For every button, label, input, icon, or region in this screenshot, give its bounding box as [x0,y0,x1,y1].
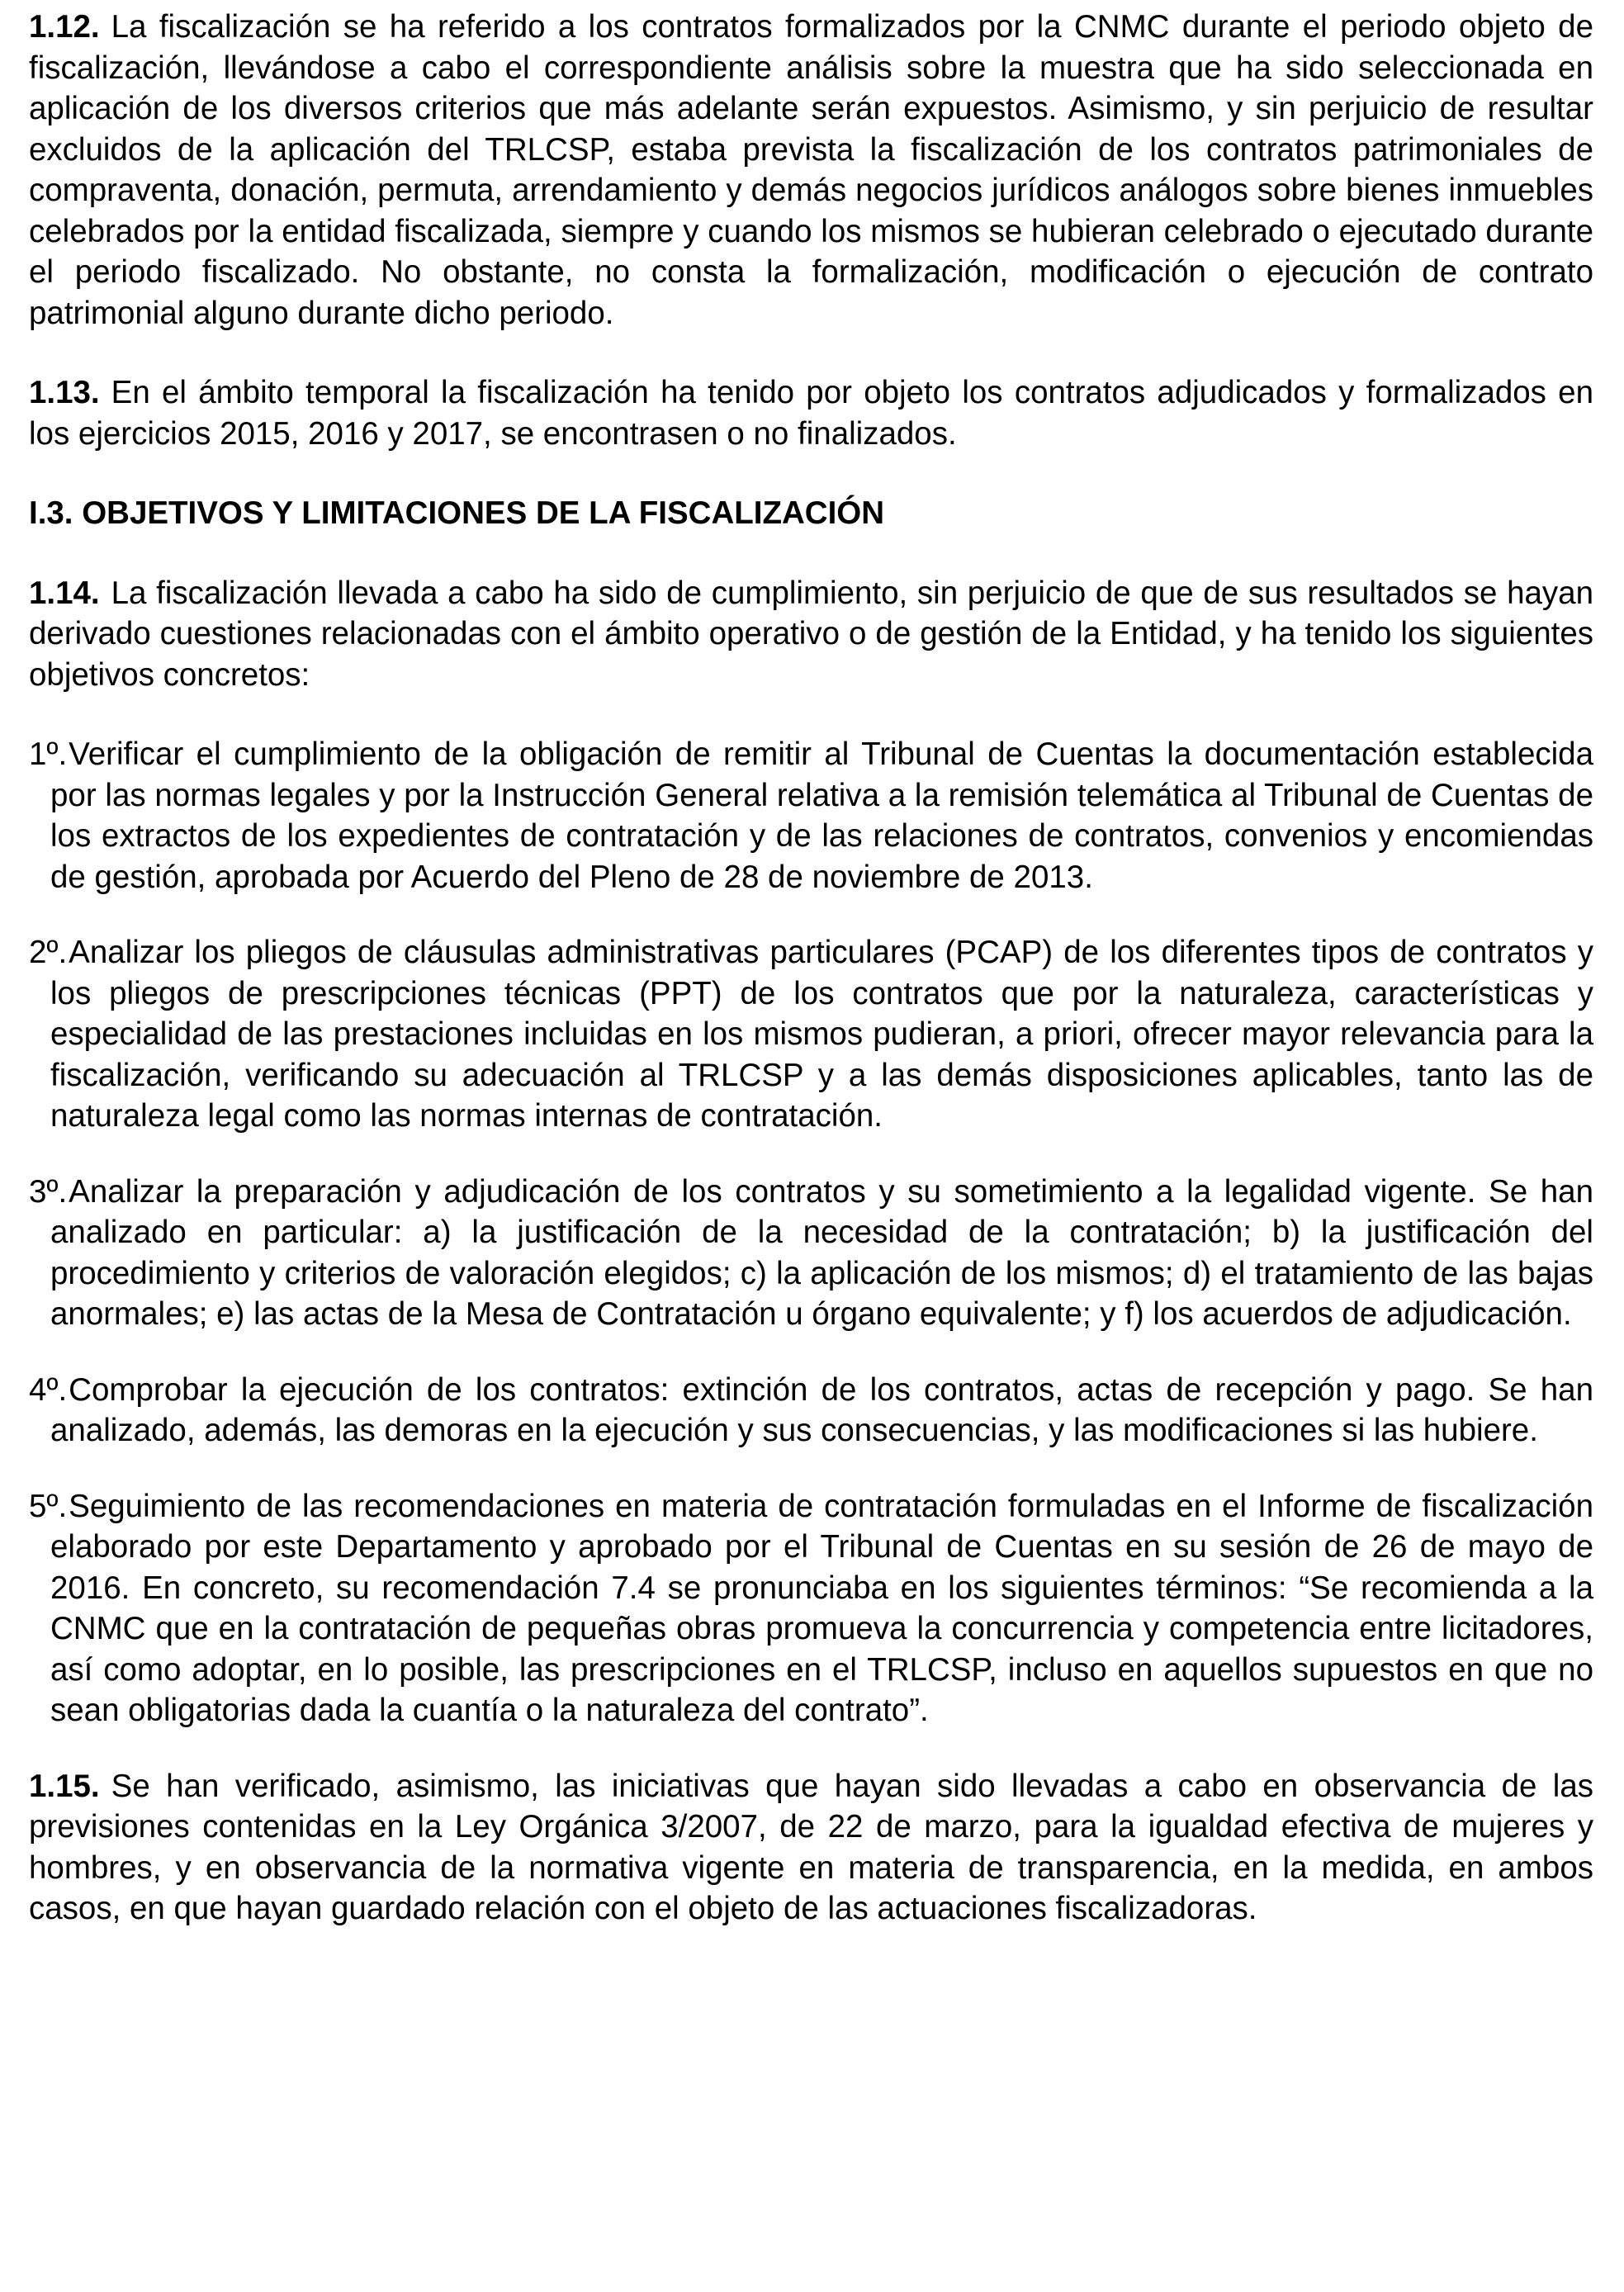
paragraph-1-13 [29,372,1593,454]
objective-1 [29,734,1593,897]
objective-text: Analizar la preparación y adjudicación de los contratos y su sometimiento a la legalidad vigente. Se han analizado en particular: a) la justificación de la necesidad de la contratación; b) la justificación del procedimiento y criterios de valoración elegidos; c) la aplicación de los mismos; d) el tratamiento de las bajas anormales; e) las actas de la Mesa de Contratación u órgano equivalente; y f) los acuerdos de adjudicación. [50,1173,1593,1332]
paragraph-number: 1.12. [29,9,100,45]
paragraph-1-14 [29,573,1593,696]
objective-4 [29,1370,1593,1451]
objective-text: Verificar el cumplimiento de la obligación de remitir al Tribunal de Cuentas la documentación establecida por las normas legales y por la Instrucción General relativa a la remisión telemática al Tribunal de Cuentas de los extractos de los expedientes de contratación y de las relaciones de contratos, convenios y encomiendas de gestión, aprobada por Acuerdo del Pleno de 28 de noviembre de 2013. [50,736,1593,895]
objective-ordinal: 1º. [29,736,68,772]
objective-ordinal: 2º. [29,935,68,970]
objective-ordinal: 5º. [29,1488,68,1524]
objective-ordinal: 4º. [29,1371,68,1408]
section-heading: I.3. OBJETIVOS Y LIMITACIONES DE LA FISCALIZACIÓN [29,495,885,531]
objective-2 [29,932,1593,1137]
paragraph-1-15 [29,1766,1593,1930]
objective-ordinal: 3º. [29,1173,68,1210]
objective-3 [29,1172,1593,1335]
paragraph-1-12 [29,7,1593,334]
paragraph-number: 1.13. [29,375,100,410]
objective-text: Comprobar la ejecución de los contratos: extinción de los contratos, actas de recepción y pago. Se han analizado, además, las demoras en la ejecución y sus consecuencias, y las modificaciones si las hubiere. [50,1371,1593,1448]
paragraph-text: La fiscalización se ha referido a los contratos formalizados por la CNMC durante el periodo objeto de fiscalización, llevándose a cabo el correspondiente análisis sobre la muestra que ha sido seleccionada en aplicación de los diversos criterios que más adelante serán expuestos. Asimismo, y sin perjuicio de resultar excluidos de la aplicación del TRLCSP, estaba prevista la fiscalización de los contratos patrimoniales de compraventa, donación, permuta, arrendamiento y demás negocios jurídicos análogos sobre bienes inmuebles celebrados por la entidad fiscalizada, siempre y cuando los mismos se hubieran celebrado o ejecutado durante el periodo fiscalizado. No obstante, no consta la formalización, modificación o ejecución de contrato patrimonial alguno durante dicho periodo. [29,9,1593,331]
paragraph-text: En el ámbito temporal la fiscalización ha tenido por objeto los contratos adjudicados y formalizados en los ejercicios 2015, 2016 y 2017, se encontrasen o no finalizados. [29,375,1593,452]
objective-text: Seguimiento de las recomendaciones en materia de contratación formuladas en el Informe de fiscalización elaborado por este Departamento y aprobado por el Tribunal de Cuentas en su sesión de 26 de mayo de 2016. En concreto, su recomendación 7.4 se pronunciaba en los siguientes términos: “Se recomienda a la CNMC que en la contratación de pequeñas obras promueva la concurrencia y competencia entre licitadores, así como adoptar, en lo posible, las prescripciones en el TRLCSP, incluso en aquellos supuestos en que no sean obligatorias dada la cuantía o la naturaleza del contrato”. [50,1488,1593,1728]
objective-text: Analizar los pliegos de cláusulas administrativas particulares (PCAP) de los diferentes tipos de contratos y los pliegos de prescripciones técnicas (PPT) de los contratos que por la naturaleza, características y especialidad de las prestaciones incluidas en los mismos pudieran, a priori, ofrecer mayor relevancia para la fiscalización, verificando su adecuación al TRLCSP y a las demás disposiciones aplicables, tanto las de naturaleza legal como las normas internas de contratación. [50,935,1593,1134]
document-page [29,7,1593,1968]
objective-5 [29,1486,1593,1731]
paragraph-text: Se han verificado, asimismo, las iniciativas que hayan sido llevadas a cabo en observancia de las previsiones contenidas en la Ley Orgánica 3/2007, de 22 de marzo, para la igualdad efectiva de mujeres y hombres, y en observancia de la normativa vigente en materia de transparencia, en la medida, en ambos casos, en que hayan guardado relación con el objeto de las actuaciones fiscalizadoras. [29,1768,1593,1926]
paragraph-number: 1.14. [29,575,100,611]
paragraph-text: La fiscalización llevada a cabo ha sido de cumplimiento, sin perjuicio de que de sus resultados se hayan derivado cuestiones relacionadas con el ámbito operativo o de gestión de la Entidad, y ha tenido los siguientes objetivos concretos: [29,575,1593,693]
paragraph-number: 1.15. [29,1768,100,1804]
